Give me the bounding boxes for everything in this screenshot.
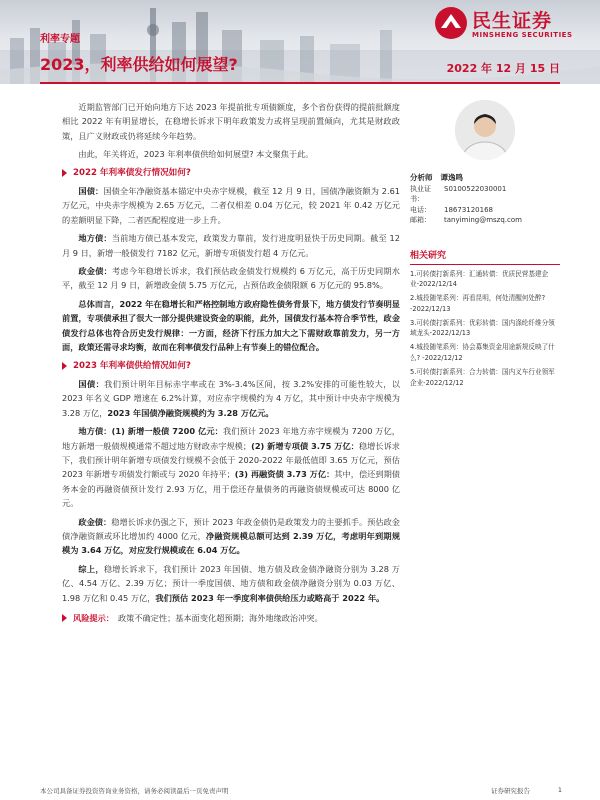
sidebar — [410, 100, 560, 391]
related-research-item[interactable]: 1.可转债打新系列：汇通转债：优质民营基建企业-2022/12/14 — [410, 269, 549, 289]
report-date: 2022 年 12 月 15 日 — [446, 62, 560, 75]
para-2022-local: 地方债：当前地方债已基本发完，政策发力靠前，发行进度明显快于历史同期。截至 12 月 9 日，新增一般债发行 7182 亿元，新增专项债发行超 4 万亿元。 — [62, 233, 400, 258]
triangle-bullet-icon — [62, 614, 67, 622]
risk-warning: 风险提示： 政策不确定性；基本面变化超预期；海外地缘政治冲突。 — [62, 611, 400, 625]
para-2022-summary: 总体而言，2022 年在稳增长和严格控制地方政府隐性债务背景下，地方债发行节奏明显前置，专项债承担了很大一部分提供建设资金的职能，此外，国债发行基本符合季节性，政金债发行总体也符合历史发行规律：一方面，经济下行压力加大之下需财政靠前发力，另一方面，政策还需寻求均衡，故而在利率债发行品种上有节奏上的错位配合。 — [62, 298, 400, 353]
related-research-list — [410, 269, 560, 389]
page-footer — [40, 786, 560, 795]
para-2022-treasury: 国债：国债全年净融资基本锚定中央赤字规模，截至 12 月 9 日，国债净融资额为 2.61 万亿元，中央赤字规模为 2.65 万亿元，二者仅相差 0.04 万亿元，较 2021 年 0.42 万亿元的差额明显下降，二者匹配程度进一步上升。 — [62, 186, 400, 225]
main-content — [62, 100, 400, 625]
related-research-item[interactable]: 2.城投随笔系列：再看昆明，何处清醒何处醉? -2022/12/13 — [410, 294, 546, 313]
section-heading-2023: 2023 年利率债供给情况如何? — [62, 359, 400, 373]
footer-disclaimer: 本公司具备证券投资咨询业务资格，请务必阅读最后一页免责声明 — [40, 787, 229, 795]
para-2022-policy-bank: 政金债：考虑今年稳增长诉求，我们预估政金债发行规模约 6 万亿元，高于历史同期水平，截至 12 月 9 日，新增政金债 5.75 万亿元，占预估政金债限额 6 万亿元的 95.8%。 — [62, 266, 400, 291]
triangle-bullet-icon — [62, 362, 67, 370]
intro-paragraph: 近期监管部门已开始向地方下达 2023 年提前批专项债额度，多个省份获得的提前批额度相比 2022 年有明显增长，在稳增长诉求下明年政策发力或将呈现前置倾向，尤其是财政政策，且广义财政或仍将延续今年趋势。 — [62, 102, 400, 141]
logo-text-en: MINSHENG SECURITIES — [472, 31, 573, 39]
page-number: 1 — [557, 786, 562, 794]
analyst-name: 谭逸鸣 — [440, 173, 463, 182]
minsheng-logo — [434, 4, 584, 48]
related-research-item[interactable]: 4.城投随笔系列：协会募集资金用途新规反映了什么? -2022/12/12 — [410, 343, 555, 363]
report-title: 2023，利率供给如何展望? — [40, 55, 238, 74]
para-2023-local: 地方债：(1) 新增一般债 7200 亿元：我们预计 2023 年地方赤字规模为 7200 万亿，地方新增一般债规模通常不超过地方财政赤字规模；(2) 新增专项债 3.75 万亿：稳增长诉求下，我们预计明年新增专项债发行规模不会低于 2020-2022 年最低值即 3.65 万亿元，预估 2023 年新增专项债发行额或与 2020 年持平；(3) 再融资债 3.73 万亿：其中，偿还到期债务本金的再融资债预计发行 2.93 万亿，用于偿还存量债务的再融资债规模或可达 8000 亿元。 — [62, 426, 400, 509]
analyst-info — [410, 173, 560, 226]
triangle-bullet-icon — [62, 169, 67, 177]
para-2023-summary: 综上，稳增长诉求下，我们预计 2023 年国债、地方债及政金债净融资分别为 3.28 万亿、4.54 万亿、2.39 万亿；预计一季度国债、地方债和政金债净融资分别为 0.03 万亿、1.98 万亿和 0.45 万亿，我们预估 2023 年一季度利率债供给压力或略高于 2022 年。 — [62, 563, 400, 603]
para-2023-policy-bank: 政金债：稳增长诉求仍强之下，预计 2023 年政金债仍是政策发力的主要抓手。预估政金债净融资额或环比增加约 4000 亿元，净融资规模总额可达到 2.39 万亿，考虑明年到期规模为 3.64 万亿，对应发行规模或在 6.04 万亿。 — [62, 516, 401, 556]
analyst-license-row: 执业证书： S0100522030001 — [410, 184, 507, 203]
para-2023-treasury: 国债：我们预计明年目标赤字率或在 3%-3.4%区间，按 3.2%安排的可能性较大，以 2023 年名义 GDP 增速在 6.2%计算，对应赤字规模约为 4 万亿，其中预计中央赤字规模为 3.28 万亿，2023 年国债净融资规模约为 3.28 万亿元。 — [62, 378, 400, 418]
related-research-item[interactable]: 3.可转债打新系列：优彩转债：国内涤纶纤维分领域龙头-2022/12/13 — [410, 318, 555, 338]
related-research-heading: 相关研究 — [410, 248, 560, 265]
section-heading-2022: 2022 年利率债发行情况如何? — [62, 166, 400, 180]
analyst-phone-row: 电话： 18673120168 — [410, 205, 493, 214]
intro-question: 由此，年关将近，2023 年利率债供给如何展望? 本文聚焦于此。 — [78, 149, 314, 160]
analyst-email-row[interactable]: 邮箱： tanyiming@mszq.com — [410, 216, 522, 224]
analyst-role-label: 分析师 — [410, 173, 433, 182]
minsheng-logo-icon — [434, 6, 468, 40]
logo-text-cn: 民生证券 — [472, 10, 553, 32]
report-category: 利率专题 — [40, 34, 80, 45]
header-divider — [40, 82, 560, 84]
analyst-photo — [455, 100, 515, 160]
related-research-item[interactable]: 5.可转债打新系列：合力转债：国内叉车行业领军企业-2022/12/12 — [410, 367, 555, 387]
footer-report-type: 证券研究报告 — [491, 787, 530, 795]
analyst-avatar-icon — [455, 100, 515, 160]
